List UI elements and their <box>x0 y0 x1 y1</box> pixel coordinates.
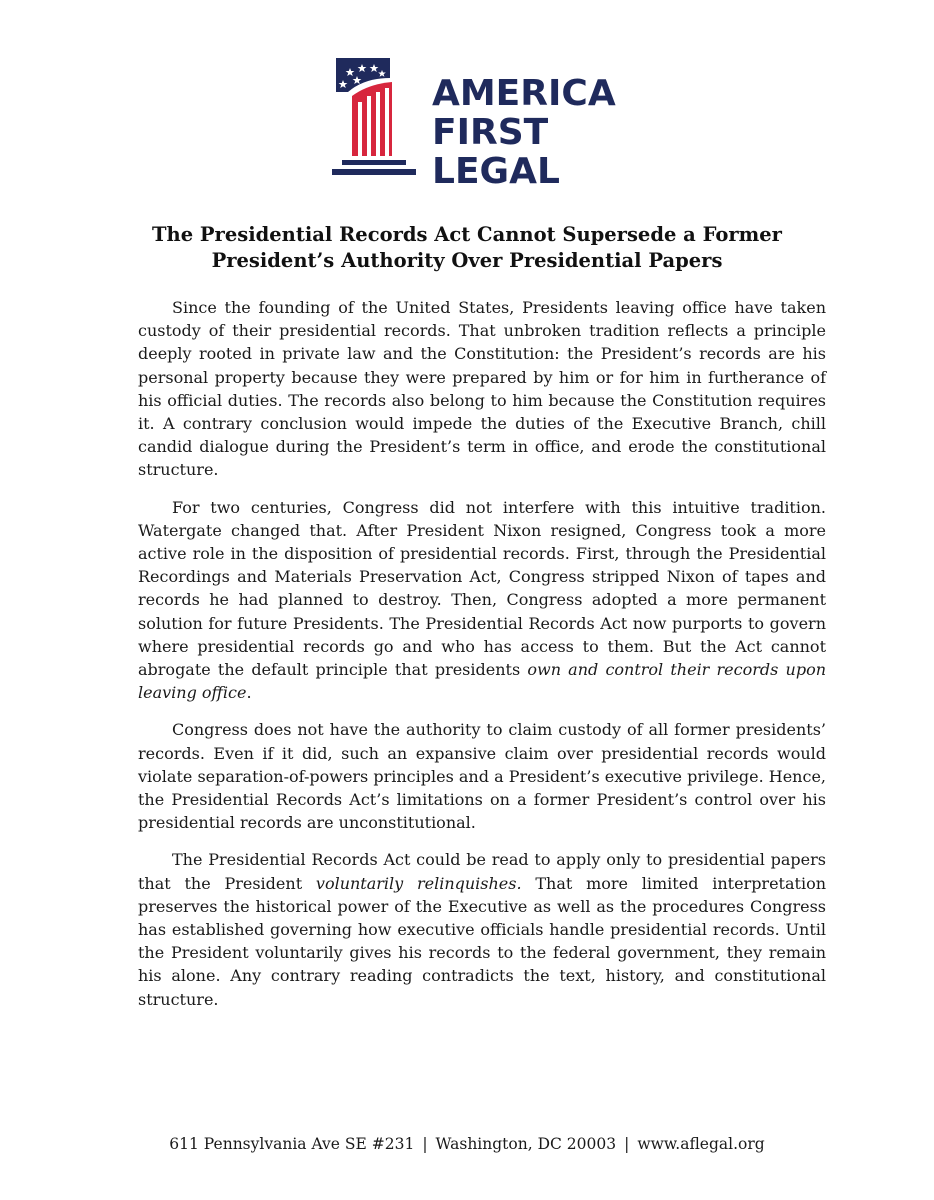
footer-city: Washington, DC 20003 <box>435 1135 617 1153</box>
logo-emblem-icon <box>330 52 430 180</box>
footer-address: 611 Pennsylvania Ave SE #231 <box>169 1135 415 1153</box>
paragraph-4-emphasis: voluntarily relinquishes. <box>315 873 522 893</box>
paragraph-4-text: The Presidential Records Act could be read to apply only to presidential papers that the President <box>138 850 826 893</box>
footer-address-bar <box>0 1135 934 1153</box>
footer-separator: | <box>624 1135 630 1153</box>
paragraph-2-emphasis: own and control their records upon leaving office <box>138 660 827 703</box>
paragraph-4 <box>138 848 826 1010</box>
america-first-legal-logo <box>330 52 620 192</box>
paragraph-2-text: For two centuries, Congress did not interfere with this intuitive tradition. Watergate changed that. After President Nixon resigned, Congress took a more active role in the disposition of presidential records. First, through the Presidential Recordings and Materials Preservation Act, Congress stripped Nixon of tapes and records he had planned to destroy. Then, Congress adopted a more permanent solution for future Presidents. The Presidential Records Act now purports to govern where presidential records go and who has access to them. But the Act cannot abrogate the default principle that presidents <box>138 497 826 680</box>
paragraph-2 <box>138 496 826 705</box>
document-body <box>138 296 826 1025</box>
logo-line-america: AMERICA <box>432 73 616 114</box>
paragraph-2-end: . <box>246 683 252 703</box>
paragraph-4-end: That more limited interpretation preserves the historical power of the Executive as well as the procedures Congress has established governing how executive officials handle presidential records. Until the President voluntarily gives his records to the federal government, they remain his alone. Any contrary reading contradicts the text, history, and constitutional structure. <box>138 873 826 1009</box>
title-line-2: President’s Authority Over Presidential Papers <box>211 249 723 272</box>
paragraph-1: Since the founding of the United States, Presidents leaving office have taken custody of their presidential records. That unbroken tradition reflects a principle deeply rooted in private law and the Constitution: the President’s records are his personal property because they were prepared by him or for him in furtherance of his official duties. The records also belong to him because the Constitution requires it. A contrary conclusion would impede the duties of the Executive Branch, chill candid dialogue during the President’s term in office, and erode the constitutional structure. <box>138 298 826 480</box>
document-title <box>100 222 834 274</box>
logo-line-legal: LEGAL <box>432 151 560 192</box>
paragraph-3: Congress does not have the authority to claim custody of all former presidents’ records. Even if it did, such an expansive claim over presidential records would violate separation-of-powers principles and a President’s executive privilege. Hence, the Presidential Records Act’s limitations on a former President’s control over his presidential records are unconstitutional. <box>138 720 826 833</box>
footer-website-link[interactable]: www.aflegal.org <box>637 1135 765 1153</box>
footer-separator: | <box>422 1135 428 1153</box>
title-line-1: The Presidential Records Act Cannot Supersede a Former <box>152 223 782 246</box>
logo-line-first: FIRST <box>432 112 549 153</box>
logo-wordmark <box>432 74 616 191</box>
